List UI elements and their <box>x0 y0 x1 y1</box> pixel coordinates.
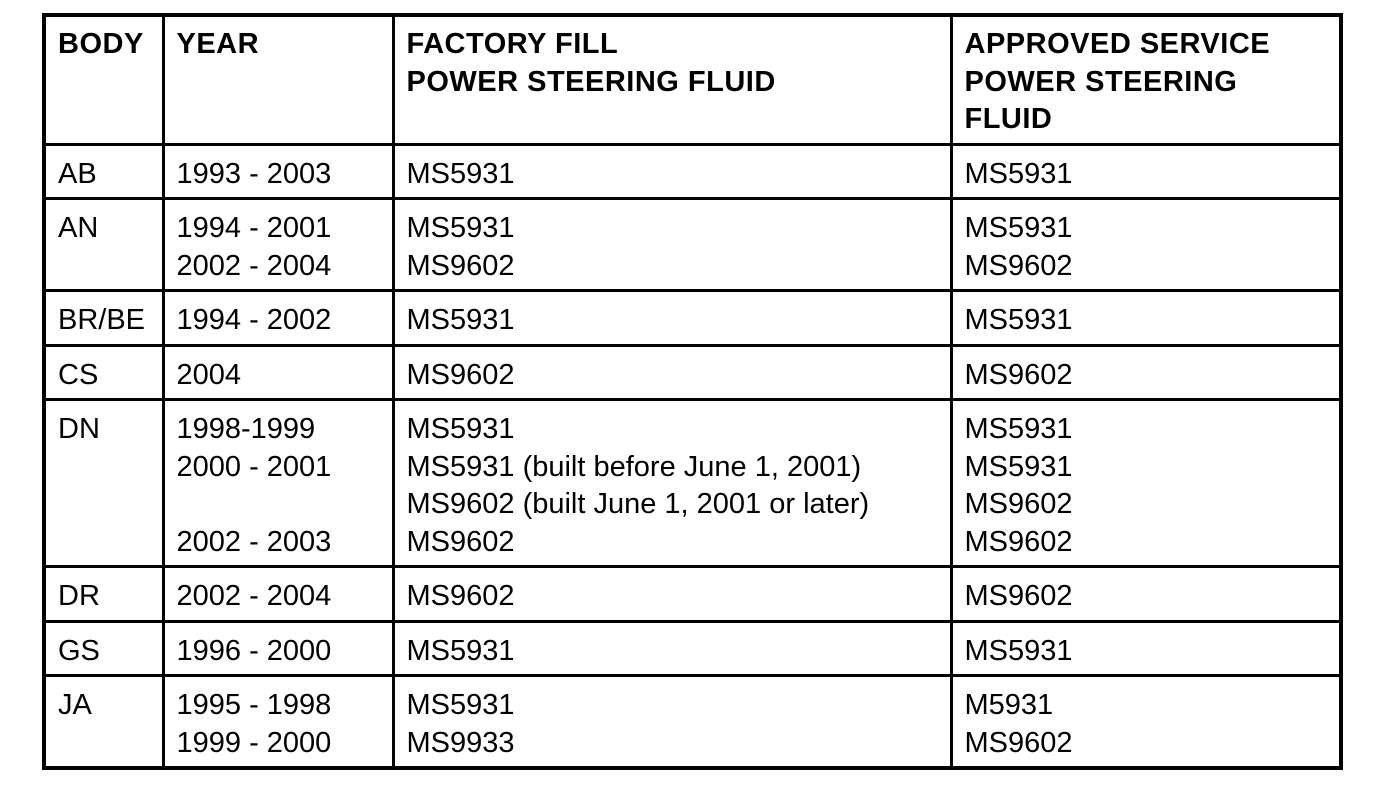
header-body-line: BODY <box>58 28 144 60</box>
cell-line: 1998-1999 <box>176 413 316 445</box>
cell-line: AB <box>58 157 97 190</box>
cell-year <box>163 676 393 769</box>
cell-line: 1993 - 2003 <box>176 157 332 190</box>
header-factory-line: POWER STEERING FLUID <box>406 65 776 98</box>
cell-line: MS5931 <box>406 212 515 244</box>
header-approved-line: APPROVED SERVICE <box>964 28 1271 60</box>
table-row <box>44 345 1341 400</box>
cell-line: MS5931 <box>406 634 515 667</box>
cell-line: 2000 - 2001 <box>176 450 332 483</box>
cell-year <box>163 291 393 346</box>
cell-line: MS5931 <box>964 450 1073 483</box>
cell-line: MS5931 <box>406 413 515 445</box>
cell-line: DR <box>58 580 100 612</box>
table-row <box>44 676 1341 769</box>
cell-year <box>163 400 393 567</box>
cell-line: JA <box>58 689 92 721</box>
cell-year <box>163 621 393 676</box>
cell-factory <box>393 400 951 567</box>
cell-line: M5931 <box>964 689 1054 721</box>
cell-factory <box>393 291 951 346</box>
cell-line: MS9602 <box>964 249 1073 282</box>
header-approved-service <box>951 15 1341 144</box>
cell-line: 1994 - 2001 <box>176 212 332 244</box>
cell-line <box>177 486 382 524</box>
cell-approved <box>951 199 1341 291</box>
cell-approved <box>951 567 1341 622</box>
cell-body <box>44 567 163 622</box>
cell-body <box>44 291 163 346</box>
cell-approved <box>951 400 1341 567</box>
cell-line: MS5931 <box>406 304 515 336</box>
header-factory-fill <box>393 15 951 144</box>
cell-line: 1999 - 2000 <box>176 726 332 759</box>
cell-line: 2004 <box>176 358 242 391</box>
cell-factory <box>393 676 951 769</box>
cell-line: 1996 - 2000 <box>176 634 332 667</box>
cell-line: MS5931 <box>406 157 515 190</box>
cell-line: MS9602 <box>406 358 515 391</box>
cell-line: 1995 - 1998 <box>176 689 332 721</box>
table-row <box>44 400 1341 567</box>
cell-factory <box>393 345 951 400</box>
header-year <box>163 15 393 144</box>
cell-approved <box>951 144 1341 199</box>
cell-line: MS9602 <box>406 525 515 558</box>
cell-line: MS9602 <box>964 488 1073 520</box>
cell-line: MS9602 <box>406 249 515 282</box>
cell-body <box>44 144 163 199</box>
cell-line: MS9602 <box>964 726 1073 759</box>
cell-factory <box>393 144 951 199</box>
header-approved-line: POWER STEERING <box>964 65 1238 98</box>
cell-approved <box>951 345 1341 400</box>
cell-approved <box>951 291 1341 346</box>
cell-line: MS9602 <box>964 525 1073 558</box>
cell-line: MS9602 <box>964 358 1073 391</box>
table-row <box>44 567 1341 622</box>
table-row <box>44 144 1341 199</box>
header-factory-line: FACTORY FILL <box>406 28 619 60</box>
cell-approved <box>951 676 1341 769</box>
cell-line: MS9933 <box>406 726 515 759</box>
cell-year <box>163 144 393 199</box>
header-year-line: YEAR <box>176 28 260 60</box>
cell-factory <box>393 199 951 291</box>
cell-line: 2002 - 2004 <box>176 249 332 282</box>
cell-factory <box>393 621 951 676</box>
cell-line: MS9602 (built June 1, 2001 or later) <box>406 488 870 520</box>
table-row <box>44 199 1341 291</box>
cell-line: MS5931 <box>964 212 1073 244</box>
cell-body <box>44 199 163 291</box>
cell-year <box>163 345 393 400</box>
table-body <box>44 144 1341 768</box>
cell-line: MS5931 <box>964 634 1073 667</box>
cell-body <box>44 345 163 400</box>
table-row <box>44 291 1341 346</box>
cell-line: BR/BE <box>58 304 146 336</box>
cell-body <box>44 400 163 567</box>
header-row <box>44 15 1341 144</box>
cell-line: MS9602 <box>406 580 515 612</box>
cell-line: CS <box>58 358 99 391</box>
cell-line: AN <box>58 212 99 244</box>
header-approved-line: FLUID <box>964 103 1053 135</box>
cell-line: MS9602 <box>964 580 1073 612</box>
cell-line: MS5931 <box>406 689 515 721</box>
cell-line: MS5931 <box>964 157 1073 190</box>
cell-body <box>44 676 163 769</box>
cell-line: GS <box>58 634 100 667</box>
cell-line: 2002 - 2004 <box>176 580 332 612</box>
table-row <box>44 621 1341 676</box>
cell-factory <box>393 567 951 622</box>
cell-line: MS5931 <box>964 413 1073 445</box>
cell-year <box>163 567 393 622</box>
cell-year <box>163 199 393 291</box>
cell-line: 1994 - 2002 <box>176 304 332 336</box>
cell-line: 2002 - 2003 <box>176 525 332 558</box>
header-body <box>44 15 163 144</box>
power-steering-fluid-table <box>42 13 1343 770</box>
cell-line: MS5931 <box>964 304 1073 336</box>
cell-approved <box>951 621 1341 676</box>
cell-line: MS5931 (built before June 1, 2001) <box>406 450 862 483</box>
cell-line: DN <box>58 413 100 445</box>
cell-body <box>44 621 163 676</box>
